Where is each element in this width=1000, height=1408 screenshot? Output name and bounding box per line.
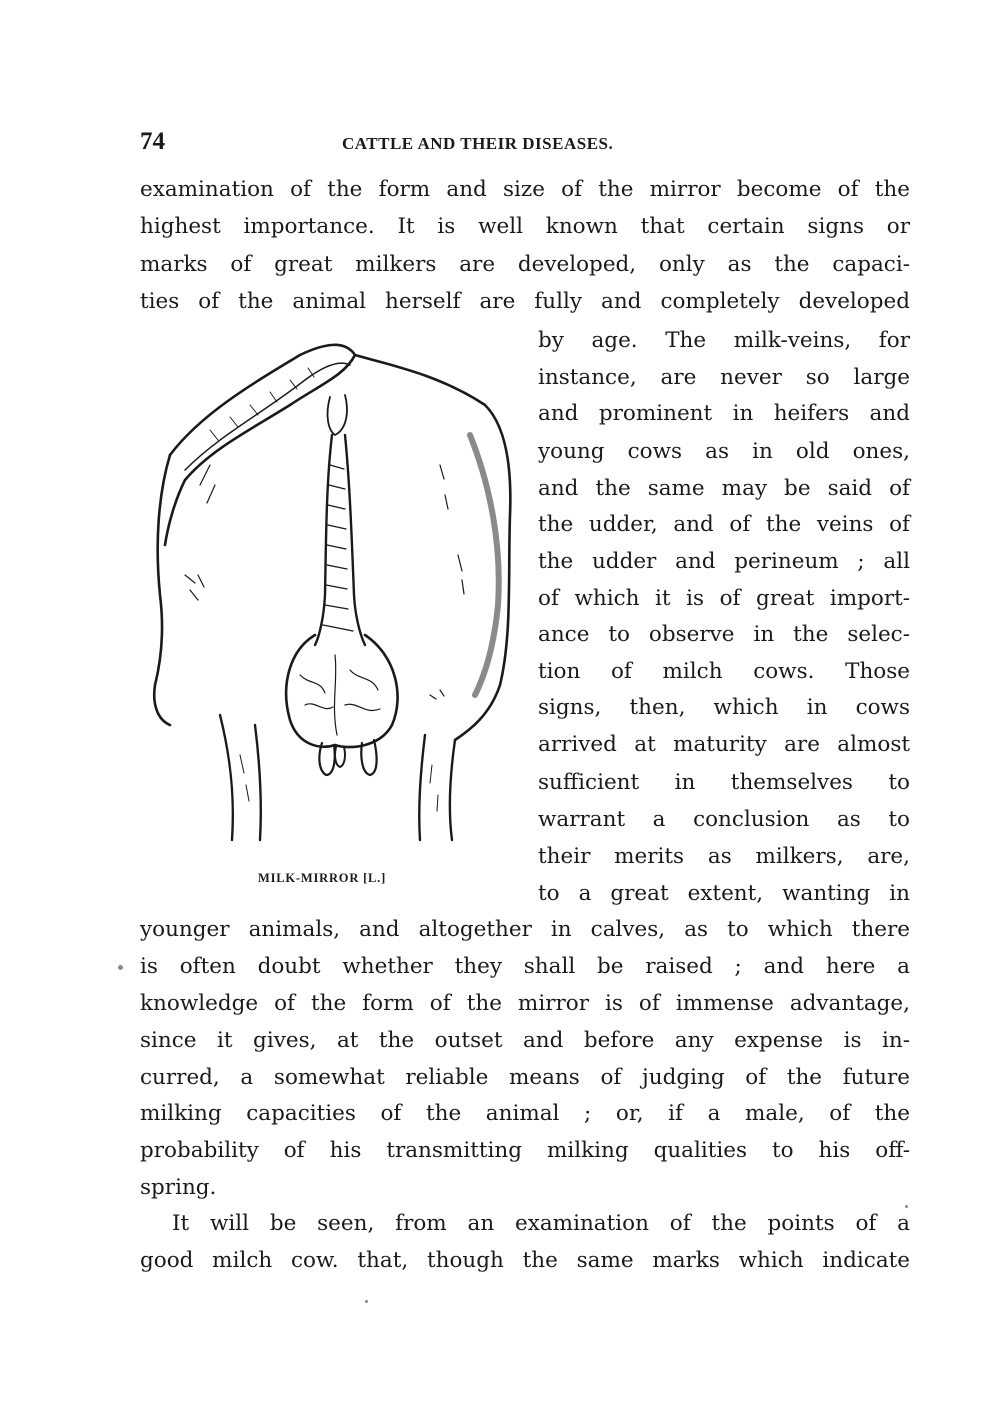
- tail-inner-line: [185, 363, 350, 470]
- leg-hatching: [240, 755, 438, 811]
- body-shading-left: [185, 465, 215, 600]
- body-line: to a great extent, wanting in: [538, 881, 910, 906]
- body-line: their merits as milkers, are,: [538, 844, 910, 869]
- figure-caption: MILK-MIRROR [L.]: [258, 871, 387, 885]
- body-line: of which it is of great import-: [538, 586, 910, 611]
- body-line: highest importance. It is well known that certain signs or: [140, 214, 910, 239]
- body-line: curred, a somewhat reliable means of judging of the future: [140, 1065, 910, 1090]
- body-line: instance, are never so large: [538, 365, 910, 390]
- body-line: arrived at maturity are almost: [538, 732, 910, 757]
- body-line: sufficient in themselves to: [538, 770, 910, 795]
- tail-root: [328, 395, 347, 435]
- body-line: good milch cow. that, though the same marks which indicate: [140, 1248, 910, 1273]
- body-line: milking capacities of the animal ; or, if a male, of the: [140, 1101, 910, 1126]
- body-line: the udder, and of the veins of: [538, 512, 910, 537]
- running-title: CATTLE AND THEIR DISEASES.: [342, 134, 614, 153]
- body-line: ties of the animal herself are fully and completely developed: [140, 289, 910, 314]
- body-line: warrant a conclusion as to: [538, 807, 910, 832]
- body-line: young cows as in old ones,: [538, 439, 910, 464]
- body-line: and the same may be said of: [538, 476, 910, 501]
- left-quarter-outline: [154, 455, 170, 725]
- right-quarter-outline: [355, 355, 510, 740]
- udder-veins: [300, 655, 380, 735]
- body-line: younger animals, and altogether in calves, as to which there: [140, 917, 910, 942]
- body-line: knowledge of the form of the mirror is of immense advantage,: [140, 991, 910, 1016]
- mirror-strip: [315, 435, 365, 645]
- body-line: by age. The milk-veins, for: [538, 328, 910, 353]
- body-line: spring.: [140, 1175, 217, 1200]
- teat-center: [335, 747, 345, 767]
- body-line: the udder and perineum ; all: [538, 549, 910, 574]
- page-header: [140, 128, 910, 158]
- paper-speck: [905, 1205, 908, 1208]
- body-line: tion of milch cows. Those: [538, 659, 910, 684]
- body-line: marks of great milkers are developed, only as the capaci-: [140, 252, 910, 277]
- milk-mirror-illustration: [140, 335, 520, 855]
- left-leg: [220, 715, 261, 840]
- right-leg: [419, 735, 455, 840]
- right-flank-shading: [470, 435, 499, 695]
- body-shading-right: [430, 465, 464, 699]
- body-line: is often doubt whether they shall be raised ; and here a: [140, 954, 910, 979]
- paper-speck: [118, 965, 123, 970]
- udder-outline: [286, 635, 397, 747]
- body-line: It will be seen, from an examination of the points of a: [172, 1211, 910, 1236]
- body-line: probability of his transmitting milking qualities to his off-: [140, 1138, 910, 1163]
- body-line: signs, then, which in cows: [538, 695, 910, 720]
- body-line: and prominent in heifers and: [538, 401, 910, 426]
- paper-speck: [365, 1300, 368, 1303]
- body-line: since it gives, at the outset and before any expense is in-: [140, 1028, 910, 1053]
- body-line: ance to observe in the selec-: [538, 622, 910, 647]
- body-line: examination of the form and size of the mirror become of the: [140, 177, 910, 202]
- page-number: 74: [140, 128, 165, 155]
